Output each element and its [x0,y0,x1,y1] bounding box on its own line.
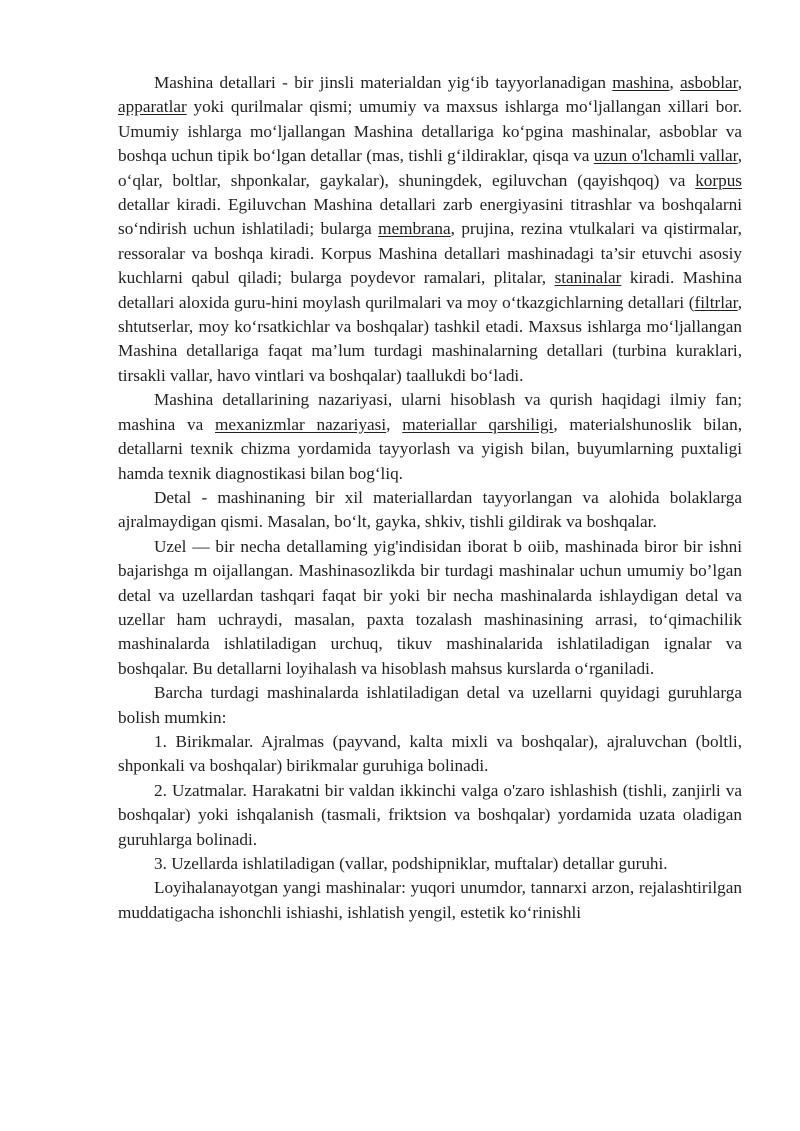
text-run: yoki qurilmalar qismi; umumiy va maxsus ishlarga mo‘ljallangan xillari bor. Umumiy ishlarga mo‘ljallangan Mashina detallariga ko‘pgina mashinalar, asboblar va boshqa uchun tipik bo‘lgan detallar (mas, tishli g‘ildiraklar, qisqa va [118,97,742,166]
paragraph [118,486,742,535]
paragraph [118,388,742,486]
text-link[interactable]: membrana [378,219,451,239]
text-run: 1. Birikmalar. Ajralmas (payvand, kalta mixli va boshqalar), ajraluvchan (boltli, shponkali va boshqalar) birikmalar guruhiga bolinadi. [118,731,742,776]
text-run: Mashina detallari - bir jinsli materialdan yig‘ib tayyorlanadigan [154,73,613,92]
text-link[interactable]: uzun o'lchamli vallar [593,146,738,166]
text-run: 2. Uzatmalar. Harakatni bir valdan ikkinchi valga o'zaro ishlashish (tishli, zanjirli va boshqalar) yoki ishqalanish (tasmali, friktsion va boshqalar) yordamida uzata oladigan guruhlarga bolinadi. [118,780,742,849]
text-run: detallar kiradi. Egiluvchan Mashina detallari zarb energiyasini titrashlar va boshqalarni so‘ndirish uchun ishlatiladi; bularga [118,195,742,239]
text-run: Detal - mashinaning bir xil materiallardan tayyorlangan va alohida bolaklarga ajralmaydigan qismi. Masalan, bo‘lt, gayka, shkiv, tishli gildirak va boshqalar. [118,487,742,532]
paragraph [118,71,742,388]
text-run: , prujina, rezina vtulkalari va qistirmalar, ressoralar va boshqa kiradi. Korpus Mashina detallari mashinadagi ta’sir etuvchi asosiy kuchlarni qabul qiladi; bularga poydevor ramalari, plitalar, [118,219,742,288]
paragraph [118,876,742,925]
paragraph [118,779,742,852]
text-link[interactable]: materiallar qarshiligi [402,414,554,434]
text-run: Mashina detallarining nazariyasi, ularni hisoblash va qurish haqidagi ilmiy fan; mashina va [118,390,742,434]
text-link[interactable]: apparatlar [118,97,187,117]
text-link[interactable]: mexanizmlar nazariyasi [215,414,387,434]
text-run: , [386,414,403,434]
paragraph [118,730,742,779]
paragraph [118,535,742,681]
text-run: kiradi. Mashina detallari aloxida guru-hini moylash qurilmalari va moy o‘tkazgichlarning detallari ( [118,268,742,312]
text-link[interactable]: staninalar [554,268,622,288]
text-run: , [669,73,681,92]
text-link[interactable]: mashina [612,73,670,92]
text-run: , materialshunoslik bilan, detallarni texnik chizma yordamida tayyorlash va yigish bilan, buyumlarning puxtaligi hamda texnik diagnostikasi bilan bog‘liq. [118,414,742,483]
text-run: Uzel — bir necha detallaming yig'indisidan iborat b oiib, mashinada biror bir ishni bajarishga m oijallangan. Mashinasozlikda bir turdagi mashinalar uchun umumiy bo’lgan detal va uzellardan tashqari faqat bir yoki bir necha mashinalarda ishlaydigan detal va uzellar ham uchraydi, masalan, paxta tozalash mashinasining arrasi, to‘qimachilik mashinalarda ishlatiladigan urchuq, tikuv mashinalarida ishlatiladigan ignalar va boshqalar. Bu detallarni loyihalash va hisoblash mahsus kurslarda o‘rganiladi. [118,536,742,678]
document-body [118,71,742,925]
paragraph [118,852,742,876]
text-run: 3. Uzellarda ishlatiladigan (vallar, podshipniklar, muftalar) detallar guruhi. [154,854,668,873]
text-run: Loyihalanayotgan yangi mashinalar: yuqori unumdor, tannarxi arzon, rejalashtirilgan muddatigacha ishonchli ishiashi, ishlatish yengil, estetik ko‘rinishli [118,878,742,922]
text-link[interactable]: filtrlar [694,292,738,312]
paragraph [118,681,742,730]
text-run: , o‘qlar, boltlar, shponkalar, gaykalar), shuningdek, egiluvchan (qayishqoq) va [118,146,742,190]
text-link[interactable]: korpus [695,170,742,190]
text-run: , shtutserlar, moy ko‘rsatkichlar va boshqalar) tashkil etadi. Maxsus ishlarga mo‘ljallangan Mashina detallariga faqat ma’lum turdagi mashinalarning detallari (turbina kuraklari, tirsakli vallar, havo vintlari va boshqalar) taallukdi bo‘ladi. [118,292,742,385]
text-run: , [737,73,743,92]
text-run: Barcha turdagi mashinalarda ishlatiladigan detal va uzellarni quyidagi guruhlarga bolish mumkin: [118,683,742,727]
text-link[interactable]: asboblar [680,73,738,92]
